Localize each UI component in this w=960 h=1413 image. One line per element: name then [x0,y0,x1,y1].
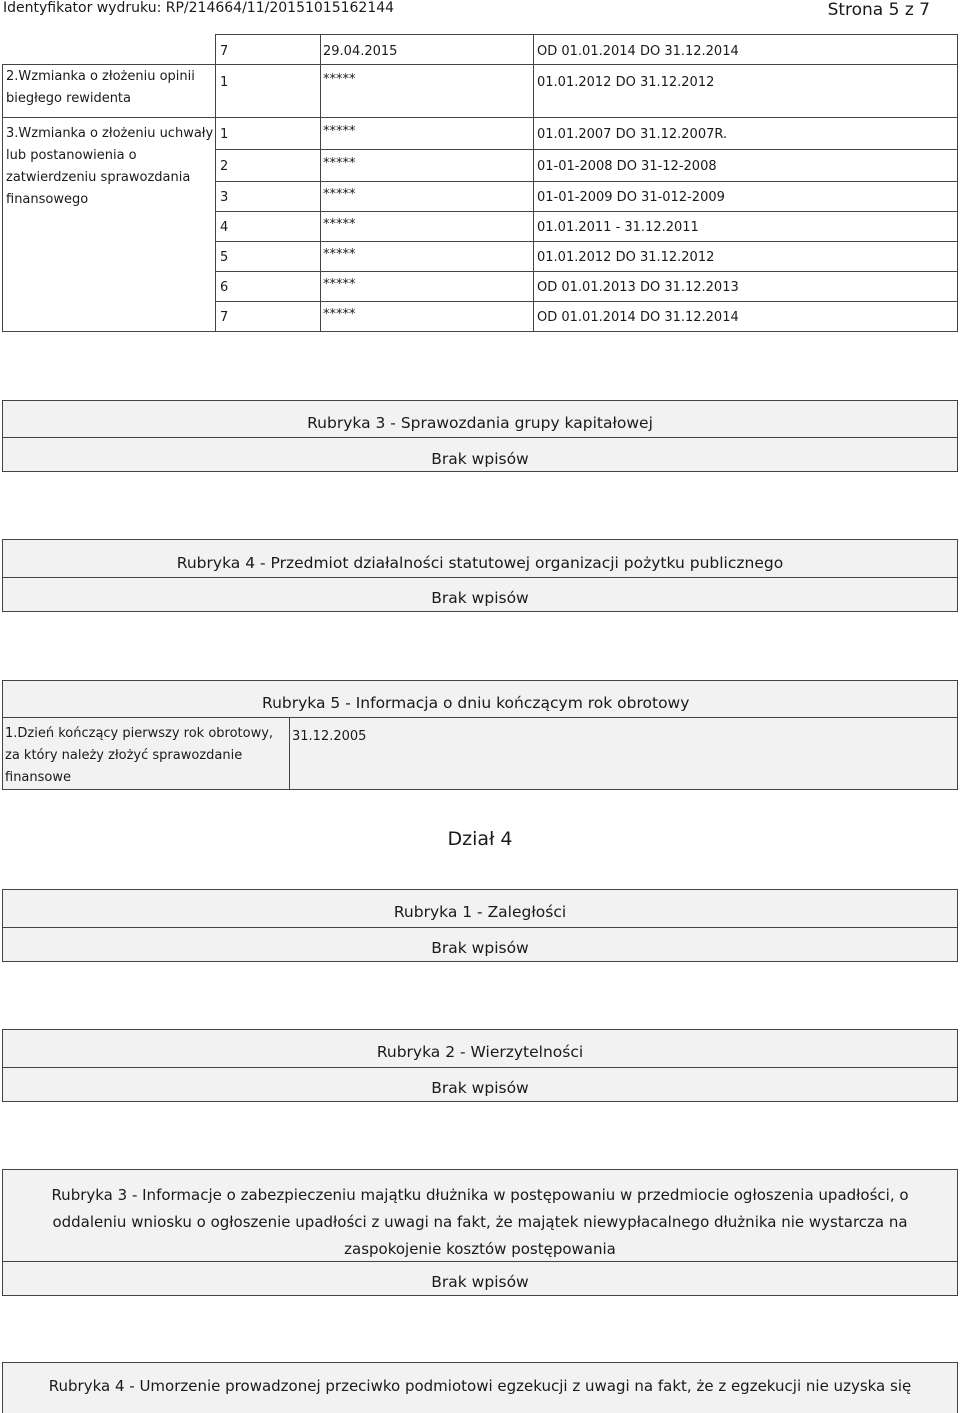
dzial-4-rubryka-2-empty: Brak wpisów [431,1079,529,1097]
label-line: 1.Dzień kończący pierwszy rok obrotowy, [5,726,274,741]
row-number: 4 [220,220,229,235]
print-header [0,0,960,20]
row-name: ***** [323,72,356,87]
row-number: 3 [220,190,229,205]
row-number: 5 [220,250,229,265]
section-3-label [6,123,213,211]
row-number: 7 [220,44,229,59]
row-name: ***** [323,124,356,139]
title-line: zaspokojenie kosztów postępowania [344,1240,616,1258]
row-name: ***** [323,187,356,202]
rubryka-5-label [5,723,273,789]
dzial-4-rubryka-1-empty: Brak wpisów [431,939,529,957]
row-period: 01-01-2008 DO 31-12-2008 [537,159,717,174]
page-number: Strona 5 z 7 [827,0,930,20]
rubryka-5-value: 31.12.2005 [292,729,367,744]
rubryka-5-title: Rubryka 5 - Informacja o dniu kończącym rok obrotowy [262,694,690,712]
label-line: 3.Wzmianka o złożeniu uchwały [6,126,214,141]
rubryka-3-empty: Brak wpisów [431,450,529,468]
row-number: 1 [220,127,229,142]
dzial-4-rubryka-2-title: Rubryka 2 - Wierzytelności [376,1043,584,1061]
title-line: Rubryka 3 - Informacje o zabezpieczeniu majątku dłużnika w postępowaniu w przedmiocie ogłoszenia upadłości, o [51,1186,909,1204]
row-number: 7 [220,310,229,325]
dzial-4-title: Dział 4 [447,828,513,850]
row-period: OD 01.01.2014 DO 31.12.2014 [537,310,739,325]
row-period: 01-01-2009 DO 31-012-2009 [537,190,725,205]
row-number: 6 [220,280,229,295]
dzial-4-rubryka-3-title [0,1182,960,1263]
rubryka-3-title: Rubryka 3 - Sprawozdania grupy kapitałowej [307,414,653,432]
dzial-4-rubryka-3-empty: Brak wpisów [431,1273,529,1291]
row-name: ***** [323,307,356,322]
label-line: zatwierdzeniu sprawozdania [6,170,191,185]
rubryka-4-empty: Brak wpisów [431,589,529,607]
row-name: ***** [323,156,356,171]
row-number: 1 [220,75,229,90]
row-period: 01.01.2011 - 31.12.2011 [537,220,699,235]
label-line: finansowe [5,770,71,785]
row-period: OD 01.01.2013 DO 31.12.2013 [537,280,739,295]
row-name: 29.04.2015 [323,44,398,59]
print-identifier: Identyfikator wydruku: RP/214664/11/20151015162144 [3,0,395,16]
label-line: za który należy złożyć sprawozdanie [5,748,243,763]
row-number: 2 [220,159,229,174]
section-2-label [6,66,195,110]
label-line: finansowego [6,192,89,207]
row-name: ***** [323,277,356,292]
dzial-4-rubryka-4-title: Rubryka 4 - Umorzenie prowadzonej przeciwko podmiotowi egzekucji z uwagi na fakt, że z egzekucji nie uzyska się [48,1377,912,1395]
row-name: ***** [323,247,356,262]
label-line: lub postanowienia o [6,148,137,163]
label-line: 2.Wzmianka o złożeniu opinii [6,69,195,84]
row-period: 01.01.2007 DO 31.12.2007R. [537,127,728,142]
rubryka-4-title: Rubryka 4 - Przedmiot działalności statutowej organizacji pożytku publicznego [176,554,784,572]
row-name: ***** [323,217,356,232]
title-line: oddaleniu wniosku o ogłoszenie upadłości z uwagi na fakt, że majątek niewypłacalnego dłużnika nie wystarcza na [52,1213,908,1231]
row-period: OD 01.01.2014 DO 31.12.2014 [537,44,739,59]
row-period: 01.01.2012 DO 31.12.2012 [537,250,715,265]
row-period: 01.01.2012 DO 31.12.2012 [537,75,715,90]
label-line: biegłego rewidenta [6,91,131,106]
dzial-4-rubryka-1-title: Rubryka 1 - Zaległości [393,903,567,921]
